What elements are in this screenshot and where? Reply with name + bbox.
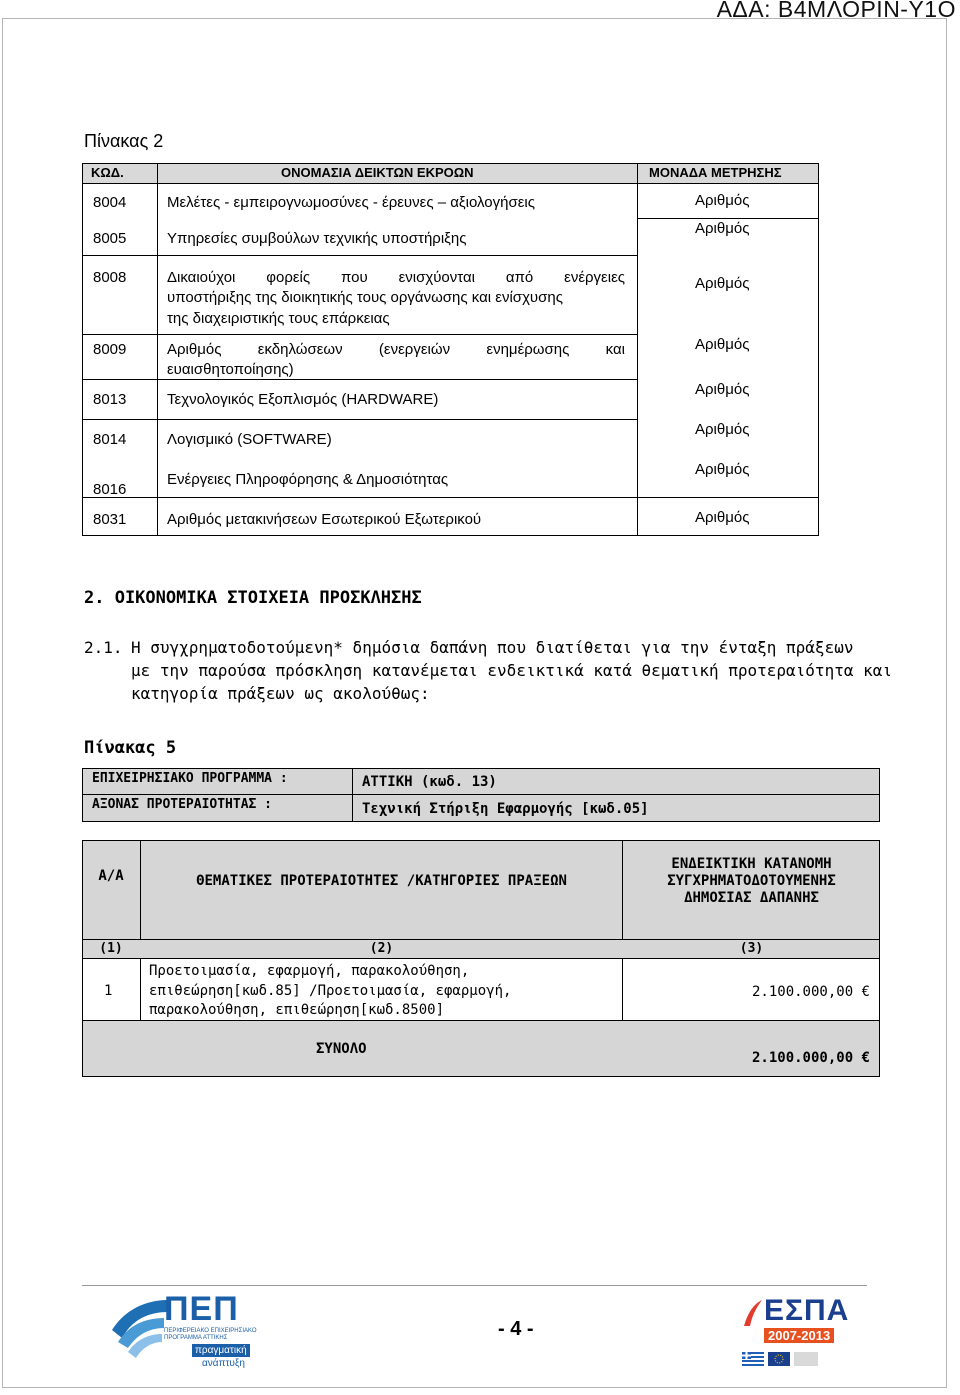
table-row-unit: Αριθμός xyxy=(695,461,750,478)
col-aa: Α/Α xyxy=(98,868,124,884)
row-aa: 1 xyxy=(104,983,113,999)
section-title: 2. ΟΙΚΟΝΟΜΙΚΑ ΣΤΟΙΧΕΙΑ ΠΡΟΣΚΛΗΣΗΣ xyxy=(84,588,422,608)
table-row-code: 8016 xyxy=(93,481,127,498)
table-row-name: Λογισμικό (SOFTWARE) xyxy=(167,431,332,448)
pep-logo-sub: ΠΕΡΙΦΕΡΕΙΑΚΟ ΕΠΙΧΕΙΡΗΣΙΑΚΟ xyxy=(164,1328,257,1334)
table-row-name: Αριθμός εκδηλώσεων (ενεργειών ενημέρωσης και xyxy=(167,341,625,358)
para-number: 2.1. xyxy=(84,638,123,657)
table-row-name: Δικαιούχοι φορείς που ενισχύονται από ενέργειες xyxy=(167,269,625,286)
table2 xyxy=(82,163,819,536)
table-row-code: 8004 xyxy=(93,194,127,211)
table-row-code: 8005 xyxy=(93,230,127,247)
table-row-unit: Αριθμός xyxy=(695,275,750,292)
pep-logo-slogan: πραγματική xyxy=(192,1344,250,1357)
table-row-unit: Αριθμός xyxy=(695,220,750,237)
espa-logo-text: ΕΣΠΑ xyxy=(764,1294,850,1327)
table-row-unit: Αριθμός xyxy=(695,192,750,209)
axis-value: Τεχνική Στήριξη Εφαρμογής [κωδ.05] xyxy=(362,801,649,817)
table2-title: Πίνακας 2 xyxy=(84,131,164,151)
total-row xyxy=(82,1020,880,1077)
table-row-name: Τεχνολογικός Εξοπλισμός (HARDWARE) xyxy=(167,391,439,408)
row-desc: Προετοιμασία, εφαρμογή, παρακολούθηση, xyxy=(149,963,470,979)
footer-divider xyxy=(82,1285,867,1286)
col-alloc: ΣΥΓΧΡΗΜΑΤΟΔΟΤΟΥΜΕΝΗΣ xyxy=(667,873,836,889)
espa-logo xyxy=(742,1294,862,1376)
program-value: ΑΤΤΙΚΗ (κωδ. 13) xyxy=(362,774,497,790)
page-number: - 4 - xyxy=(498,1318,534,1340)
espa-logo-years: 2007-2013 xyxy=(764,1328,834,1343)
pep-logo xyxy=(108,1290,288,1374)
col-num-3: (3) xyxy=(739,941,764,956)
row-desc: παρακολούθηση, επιθεώρηση[κωδ.8500] xyxy=(149,1002,445,1018)
axis-label: ΑΞΟΝΑΣ ΠΡΟΤΕΡΑΙΟΤΗΤΑΣ : xyxy=(92,797,273,812)
table-row-code: 8014 xyxy=(93,431,127,448)
col-num-1: (1) xyxy=(99,941,123,956)
table-row-name: της διαχειριστικής τους επάρκειας xyxy=(167,310,390,327)
para-line: με την παρούσα πρόσκληση κατανέμεται ενδεικτικά κατά θεματική προτεραιότητα και xyxy=(131,661,892,680)
ada-watermark: ΑΔΑ: Β4ΜΛΟΡΙΝ-Υ1Ο xyxy=(716,0,956,22)
program-label: ΕΠΙΧΕΙΡΗΣΙΑΚΟ ΠΡΟΓΡΑΜΜΑ : xyxy=(92,771,288,786)
table-row-code: 8031 xyxy=(93,511,127,528)
table-row-name: Ενέργειες Πληροφόρησης & Δημοσιότητας xyxy=(167,471,449,488)
table-row-name: ευαισθητοποίησης) xyxy=(167,361,294,378)
table5-title: Πίνακας 5 xyxy=(84,738,177,758)
table-row-unit: Αριθμός xyxy=(695,421,750,438)
table-row-code: 8009 xyxy=(93,341,127,358)
para-line: κατηγορία πράξεων ως ακολούθως: xyxy=(131,684,430,703)
row-amount: 2.100.000,00 € xyxy=(751,984,870,1000)
total-amount: 2.100.000,00 € xyxy=(751,1050,870,1066)
col-num-2: (2) xyxy=(369,941,394,956)
table-row-code: 8008 xyxy=(93,269,127,286)
table-row-name: Αριθμός μετακινήσεων Εσωτερικού Εξωτερικού xyxy=(167,511,482,528)
table-row-code: 8013 xyxy=(93,391,127,408)
col-alloc: ΕΝΔΕΙΚΤΙΚΗ ΚΑΤΑΝΟΜΗ xyxy=(671,856,832,872)
col-themes: ΘΕΜΑΤΙΚΕΣ ΠΡΟΤΕΡΑΙΟΤΗΤΕΣ /ΚΑΤΗΓΟΡΙΕΣ ΠΡΑΞΕΩΝ xyxy=(196,873,567,889)
para-line: Η συγχρηματοδοτούμενη* δημόσια δαπάνη που διατίθεται για την ένταξη πράξεων xyxy=(131,638,854,657)
pep-logo-text: ΠΕΠ xyxy=(164,1290,239,1328)
espa-swoosh-icon xyxy=(742,1298,764,1328)
row-desc: επιθεώρηση[κωδ.85] /Προετοιμασία, εφαρμογή, xyxy=(149,983,512,999)
table-row-name: Υπηρεσίες συμβούλων τεχνικής υποστήριξης xyxy=(167,230,467,247)
pep-logo-slogan: ανάπτυξη xyxy=(202,1358,245,1369)
pep-logo-sub: ΠΡΟΓΡΑΜΜΑ ΑΤΤΙΚΗΣ xyxy=(164,1335,228,1341)
table-row-unit: Αριθμός xyxy=(695,381,750,398)
total-label: ΣΥΝΟΛΟ xyxy=(316,1041,367,1057)
header-name: ΟΝΟΜΑΣΙΑ ΔΕΙΚΤΩΝ ΕΚΡΟΩΝ xyxy=(281,165,474,180)
table-row-name: υποστήριξης της διοικητικής τους οργάνωσης και ενίσχυσης xyxy=(167,289,563,306)
flags-icon xyxy=(742,1350,822,1370)
table-row-name: Μελέτες - εμπειρογνωμοσύνες - έρευνες – αξιολογήσεις xyxy=(167,194,535,211)
col-alloc: ΔΗΜΟΣΙΑΣ ΔΑΠΑΝΗΣ xyxy=(684,890,819,906)
table-row-unit: Αριθμός xyxy=(695,509,750,526)
table-row-unit: Αριθμός xyxy=(695,336,750,353)
header-code: ΚΩΔ. xyxy=(91,165,124,180)
header-unit: ΜΟΝΑΔΑ ΜΕΤΡΗΣΗΣ xyxy=(649,165,782,180)
